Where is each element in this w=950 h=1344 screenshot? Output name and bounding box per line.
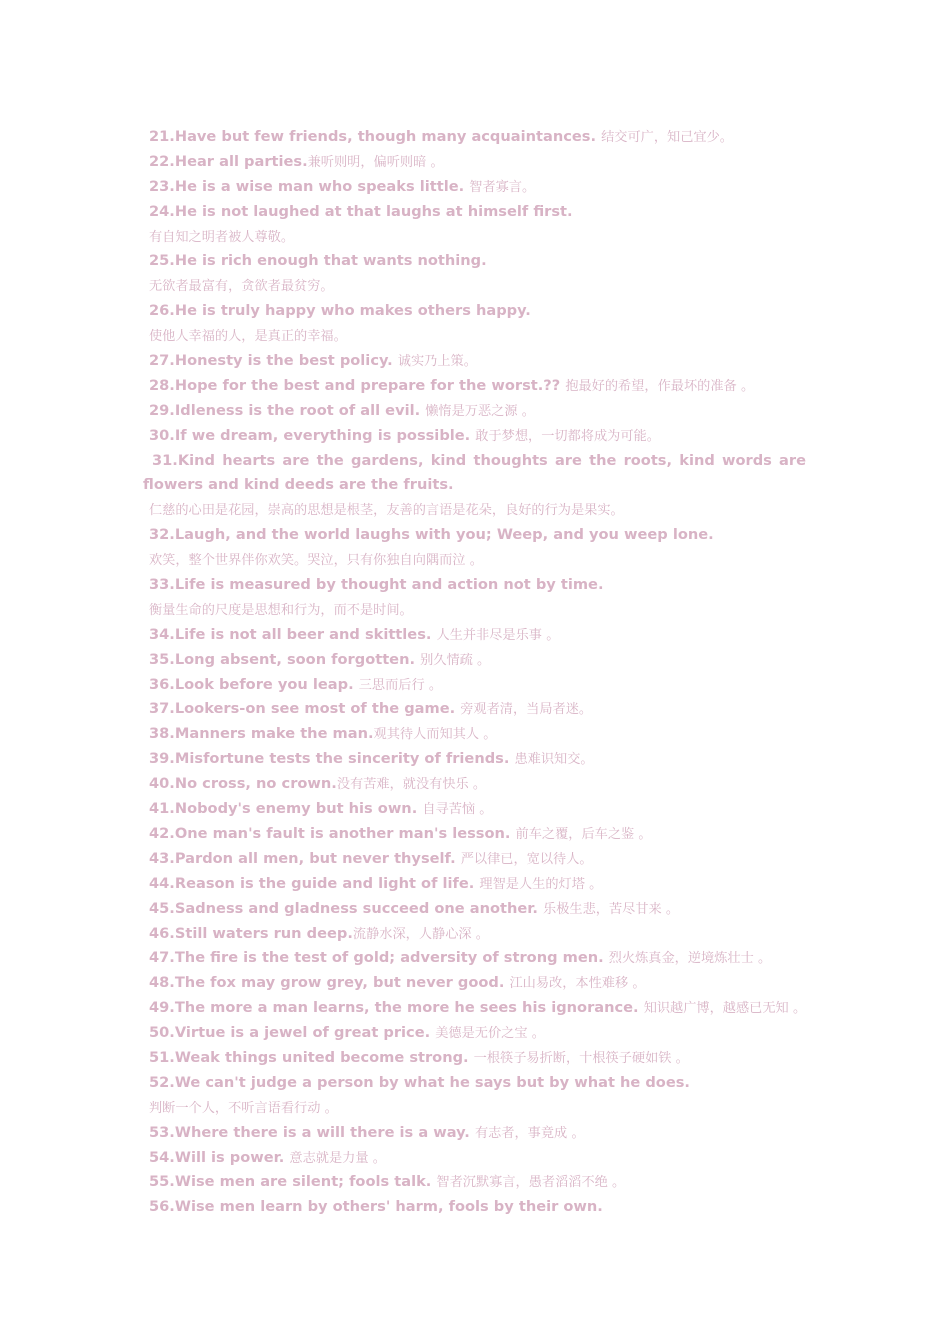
proverb-english: 26.He is truly happy who makes others happy.	[149, 302, 531, 320]
proverb-chinese: 仁慈的心田是花园，崇高的思想是根茎，友善的言语是花朵，良好的行为是果实。	[149, 503, 624, 519]
proverb-english: 46.Still waters run deep.	[149, 924, 353, 942]
proverb-chinese: 抱最好的希望，作最坏的准备 。	[565, 378, 755, 394]
proverb-english: 34.Life is not all beer and skittles.	[149, 625, 437, 643]
proverb-chinese: 衡量生命的尺度是思想和行为，而不是时间。	[149, 602, 413, 618]
proverb-chinese: 懒惰是万恶之源 。	[425, 403, 535, 419]
proverb-39	[149, 747, 809, 772]
proverb-english: 44.Reason is the guide and light of life.	[149, 874, 480, 892]
proverb-english: 56.Wise men learn by others' harm, fools by their own.	[149, 1198, 603, 1216]
proverb-english: 35.Long absent, soon forgotten.	[149, 650, 421, 668]
proverb-english: 27.Honesty is the best policy.	[149, 352, 398, 370]
proverb-21	[149, 125, 809, 150]
proverb-44	[149, 872, 809, 897]
proverb-48	[149, 971, 809, 996]
proverb-chinese: 诚实乃上策。	[397, 354, 477, 370]
proverb-english: 31.Kind hearts are the gardens, kind thoughts are the roots, kind words are	[152, 451, 806, 469]
proverb-english: 38.Manners make the man.	[149, 725, 374, 743]
proverb-english: 25.He is rich enough that wants nothing.	[149, 252, 487, 270]
proverb-english: 51.Weak things united become strong.	[149, 1048, 474, 1066]
proverb-chinese: 有志者，事竟成 。	[474, 1125, 585, 1141]
proverb-chinese: 智者沉默寡言，愚者滔滔不绝 。	[436, 1175, 626, 1191]
proverb-chinese: 前车之覆，后车之鉴 。	[515, 826, 652, 842]
proverb-english: 23.He is a wise man who speaks little.	[149, 177, 470, 195]
proverb-31-translation	[149, 498, 809, 523]
proverb-english: 30.If we dream, everything is possible.	[149, 426, 476, 444]
proverb-49	[149, 996, 809, 1021]
proverb-chinese: 美德是无价之宝 。	[435, 1026, 545, 1042]
proverb-chinese: 自寻苦恼 。	[422, 802, 493, 818]
proverb-chinese: 人生并非尽是乐事 。	[436, 627, 560, 643]
proverb-english: 43.Pardon all men, but never thyself.	[149, 849, 461, 867]
proverb-chinese: 理智是人生的灯塔 。	[479, 876, 603, 892]
proverb-54	[149, 1146, 809, 1171]
proverb-25	[149, 249, 809, 274]
proverb-38	[149, 722, 809, 747]
proverb-english: 49.The more a man learns, the more he sees his ignorance.	[149, 999, 644, 1017]
proverb-english: 29.Idleness is the root of all evil.	[149, 401, 426, 419]
proverb-chinese: 有自知之明者被人尊敬。	[149, 229, 295, 245]
proverb-chinese: 流静水深，人静心深 。	[352, 926, 489, 942]
proverb-35	[149, 648, 809, 673]
proverb-chinese: 知识越广博，越感已无知 。	[643, 1001, 807, 1017]
proverb-22	[149, 150, 809, 175]
proverb-chinese: 三思而后行 。	[358, 677, 443, 693]
proverb-46	[149, 922, 809, 947]
proverb-27	[149, 349, 809, 374]
proverb-chinese: 意志就是力量 。	[289, 1150, 386, 1166]
proverb-50	[149, 1021, 809, 1046]
proverb-english: 42.One man's fault is another man's lesson.	[149, 824, 516, 842]
proverb-40	[149, 772, 809, 797]
proverb-english: 45.Sadness and gladness succeed one another.	[149, 899, 544, 917]
proverb-chinese: 患难识知交。	[514, 752, 594, 768]
proverb-25-translation	[149, 274, 809, 299]
proverb-56	[149, 1195, 809, 1220]
proverb-chinese: 烈火炼真金，逆境炼壮士 。	[608, 951, 772, 967]
proverb-42	[149, 822, 809, 847]
proverb-english: 40.No cross, no crown.	[149, 775, 337, 793]
proverb-english: flowers and kind deeds are the fruits.	[143, 476, 454, 494]
proverb-chinese: 敢于梦想，一切都将成为可能。	[475, 428, 660, 444]
proverb-english: 22.Hear all parties.	[149, 152, 308, 170]
proverb-31	[152, 449, 806, 474]
proverb-chinese: 无欲者最富有，贪欲者最贫穷。	[149, 279, 334, 295]
proverb-28	[149, 374, 809, 399]
proverb-chinese: 判断一个人，不听言语看行动 。	[149, 1100, 338, 1116]
proverb-37	[149, 697, 809, 722]
proverb-chinese: 没有苦难，就没有快乐 。	[336, 777, 487, 793]
proverb-english: 24.He is not laughed at that laughs at himself first.	[149, 202, 573, 220]
proverb-english: 41.Nobody's enemy but his own.	[149, 800, 423, 818]
proverb-chinese: 一根筷子易折断，十根筷子硬如铁 。	[473, 1050, 689, 1066]
proverb-41	[149, 797, 809, 822]
proverb-31-continued	[143, 473, 809, 498]
proverb-chinese: 乐极生悲，苦尽甘来 。	[543, 901, 680, 917]
proverb-english: 54.Will is power.	[149, 1148, 290, 1166]
proverb-29	[149, 399, 809, 424]
proverb-english: 50.Virtue is a jewel of great price.	[149, 1024, 436, 1042]
proverb-30	[149, 424, 809, 449]
proverb-english: 48.The fox may grow grey, but never good.	[149, 974, 510, 992]
proverb-chinese: 结交可广，知己宜少。	[601, 130, 733, 145]
proverb-24	[149, 200, 809, 225]
proverb-chinese: 旁观者清，当局者迷。	[460, 702, 593, 718]
proverb-53	[149, 1121, 809, 1146]
proverb-english: 47.The fire is the test of gold; adversity of strong men.	[149, 949, 609, 967]
proverb-chinese: 严以律已，宽以待人。	[460, 851, 593, 867]
proverb-34	[149, 623, 809, 648]
proverb-chinese: 兼听则明，偏听则暗 。	[307, 154, 444, 170]
proverb-chinese: 智者寡言。	[469, 179, 536, 195]
proverb-chinese: 使他人幸福的人，是真正的幸福。	[149, 329, 347, 345]
proverb-english: 36.Look before you leap.	[149, 675, 359, 693]
proverb-33-translation	[149, 598, 809, 623]
proverb-55	[149, 1170, 809, 1195]
proverb-51	[149, 1046, 809, 1071]
proverb-23	[149, 175, 809, 200]
proverb-52-translation	[149, 1096, 809, 1121]
proverb-32	[149, 523, 809, 548]
proverb-26-translation	[149, 324, 809, 349]
proverb-52	[149, 1071, 809, 1096]
proverb-33	[149, 573, 809, 598]
proverb-chinese: 别久情疏 。	[420, 652, 491, 668]
proverb-36	[149, 673, 809, 698]
proverb-32-translation	[149, 548, 809, 573]
proverb-chinese: 江山易改，本性难移 。	[509, 976, 646, 992]
proverb-english: 21.Have but few friends, though many acquaintances.	[149, 128, 602, 145]
proverb-chinese: 观其待人而知其人 。	[373, 727, 497, 743]
proverb-43	[149, 847, 809, 872]
proverb-chinese: 欢笑，整个世界伴你欢笑。哭泣，只有你独自向隅而泣 。	[149, 553, 483, 569]
proverb-english: 55.Wise men are silent; fools talk.	[149, 1173, 437, 1191]
proverb-english: 39.Misfortune tests the sincerity of friends.	[149, 750, 515, 768]
proverb-list	[143, 125, 809, 1220]
proverb-47	[149, 946, 809, 971]
proverb-english: 33.Life is measured by thought and action not by time.	[149, 576, 604, 594]
proverb-english: 32.Laugh, and the world laughs with you; Weep, and you weep lone.	[149, 526, 714, 544]
proverb-45	[149, 897, 809, 922]
proverb-english: 37.Lookers-on see most of the game.	[149, 700, 461, 718]
proverb-english: 53.Where there is a will there is a way.	[149, 1123, 475, 1141]
proverb-24-translation	[149, 225, 809, 250]
proverb-english: 28.Hope for the best and prepare for the worst.??	[149, 376, 566, 394]
proverb-26	[149, 299, 809, 324]
proverb-english: 52.We can't judge a person by what he says but by what he does.	[149, 1073, 690, 1091]
